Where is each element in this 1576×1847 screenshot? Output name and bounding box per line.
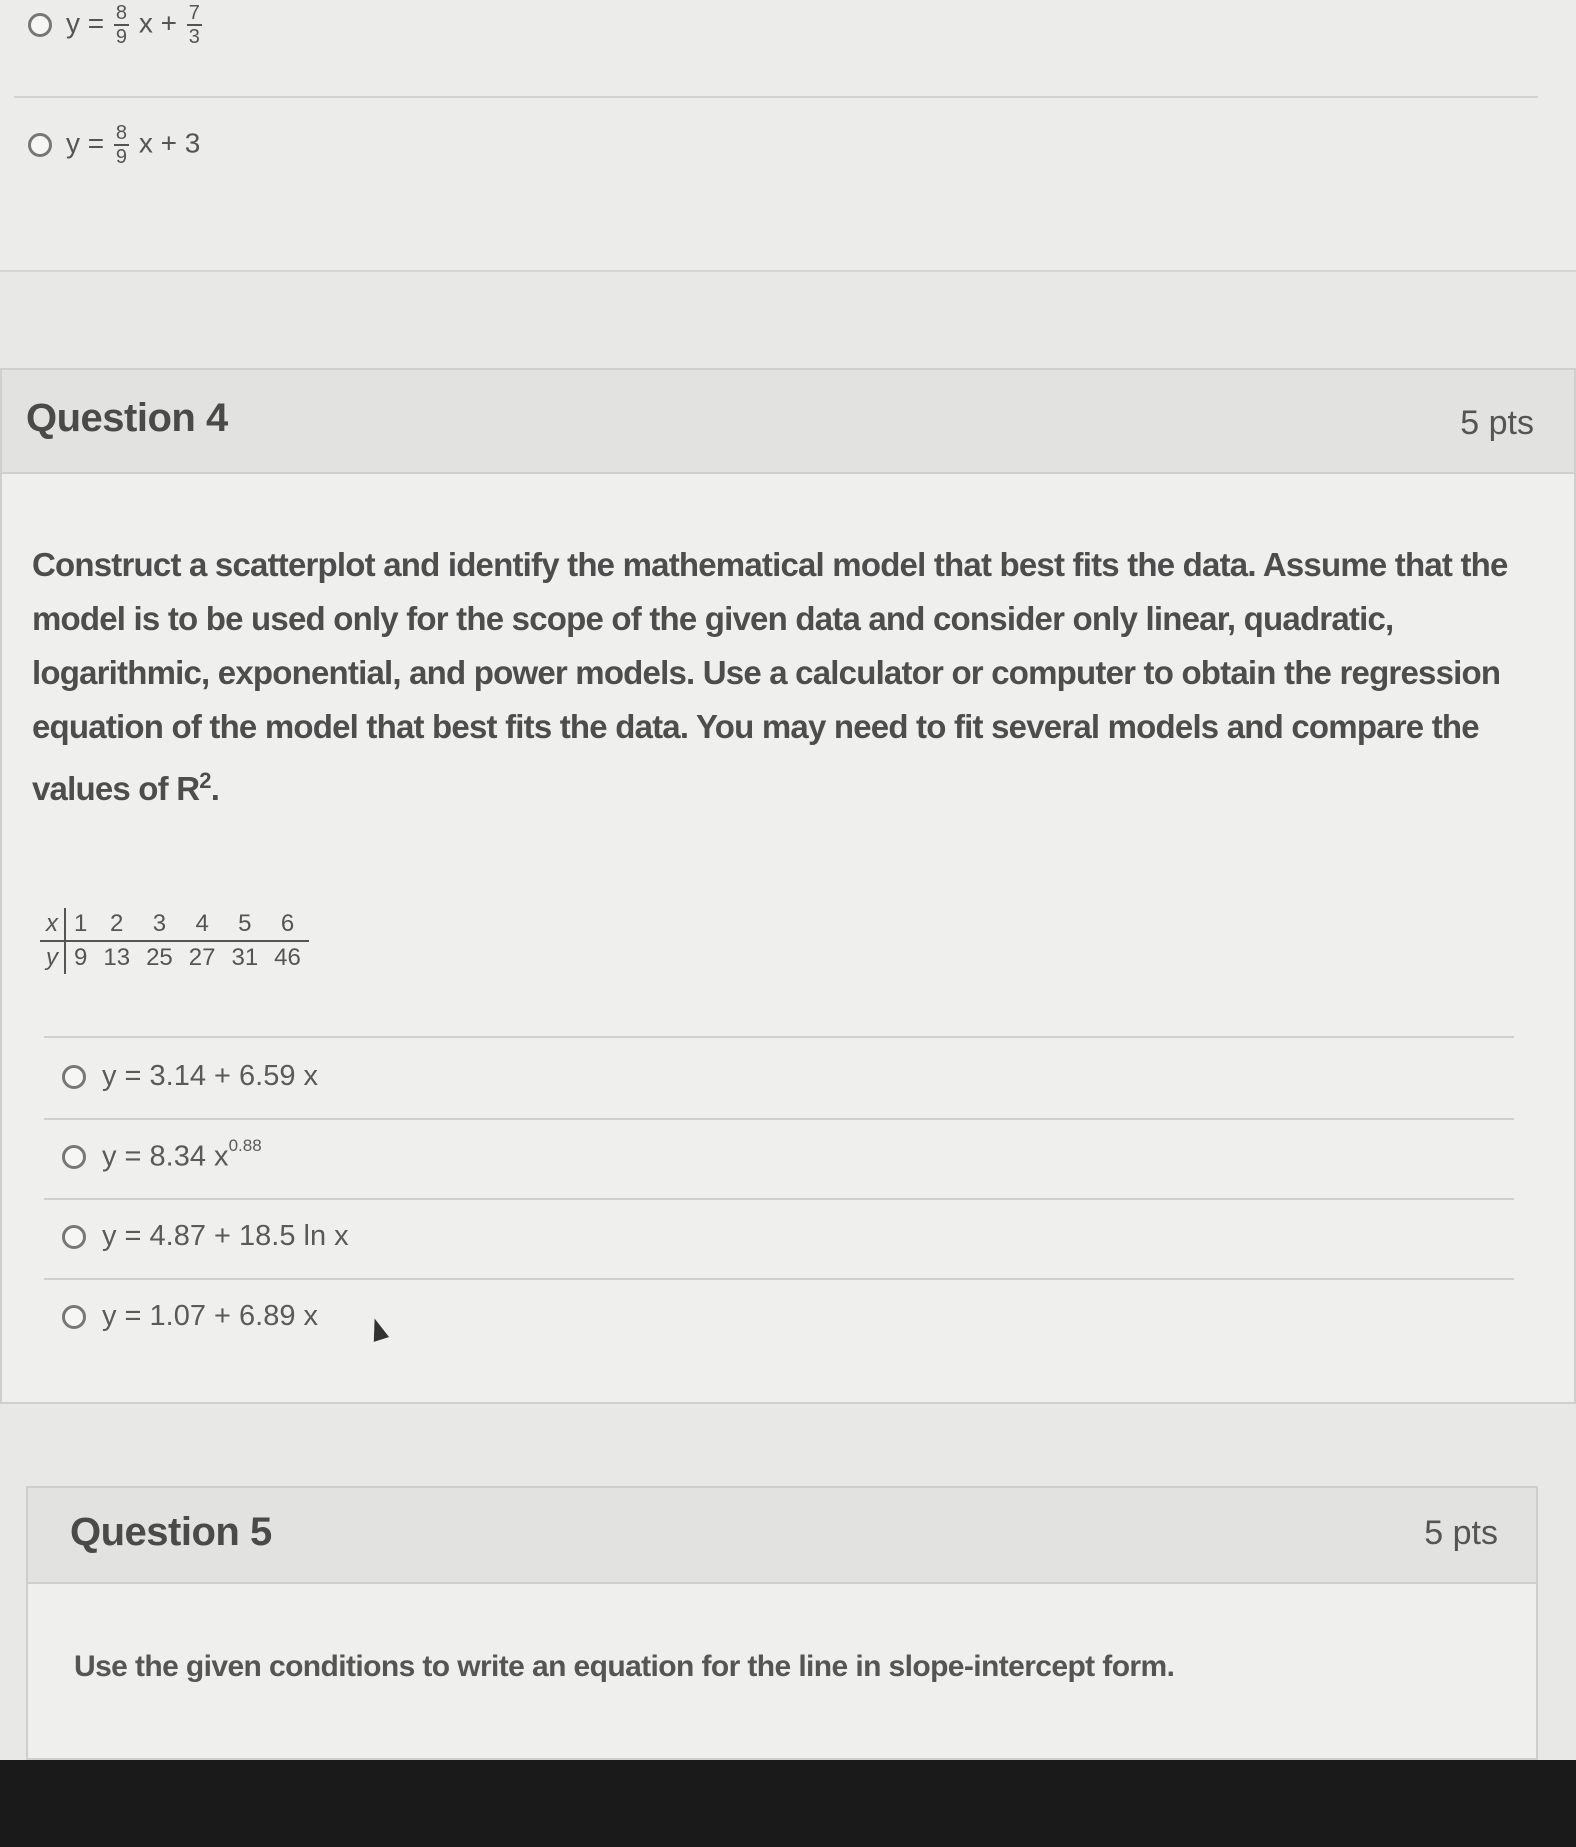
monitor-bezel (0, 1760, 1576, 1847)
previous-question-block (0, 0, 1576, 272)
answer-option[interactable] (62, 1060, 318, 1093)
answer-label: y = 4.87 + 18.5 ln x (102, 1220, 349, 1252)
radio-button[interactable] (28, 133, 52, 157)
answer-label: y = 3.14 + 6.59 x (102, 1060, 319, 1092)
radio-button[interactable] (28, 13, 52, 37)
equation: y = $\frac{8}{9}$ x + $\frac{7}{3}$ (66, 2, 200, 48)
divider (44, 1036, 1514, 1038)
question-points: 5 pts (1460, 404, 1534, 442)
question-5-text: Use the given conditions to write an equation for the line in slope-intercept form. (74, 1650, 1175, 1683)
radio-button[interactable] (62, 1225, 86, 1249)
answer-label: y = 1.07 + 6.89 x (102, 1300, 319, 1332)
divider (44, 1198, 1514, 1200)
previous-answer-option[interactable] (28, 2, 204, 48)
question-5-card (26, 1486, 1538, 1760)
answer-option[interactable] (62, 1136, 262, 1174)
radio-button[interactable] (62, 1145, 86, 1169)
table-row-y: y 9 13 25 27 31 46 (40, 941, 309, 974)
data-table (40, 908, 309, 974)
answer-option[interactable] (62, 1300, 318, 1333)
question-title: Question 5 (70, 1510, 272, 1554)
question-title: Question 4 (26, 396, 228, 440)
divider (44, 1278, 1514, 1280)
table-row-x: x 1 2 3 4 5 6 (40, 908, 309, 941)
question-points: 5 pts (1424, 1514, 1498, 1552)
divider (14, 96, 1538, 98)
radio-button[interactable] (62, 1305, 86, 1329)
question-5-header (28, 1488, 1536, 1584)
radio-button[interactable] (62, 1065, 86, 1089)
answer-label: y = 8.34 $x^{0.88}$ (102, 1136, 262, 1173)
question-4-header (2, 370, 1574, 474)
answer-option[interactable] (62, 1220, 349, 1253)
divider (44, 1118, 1514, 1120)
equation: y = $\frac{8}{9}$ x + 3 (66, 122, 201, 168)
previous-answer-option[interactable] (28, 122, 200, 168)
question-4-text: Construct a scatterplot and identify the mathematical model that best fits the data. Assume that the model is to be used only for the scope of the given data and consider only linear, quadratic, logarithmic, exponential, and power models. Use a calculator or computer to obtain the regression equation of the model that best fits the data. You may need to fit several models and compare the values of $R^2$. (32, 546, 1508, 807)
